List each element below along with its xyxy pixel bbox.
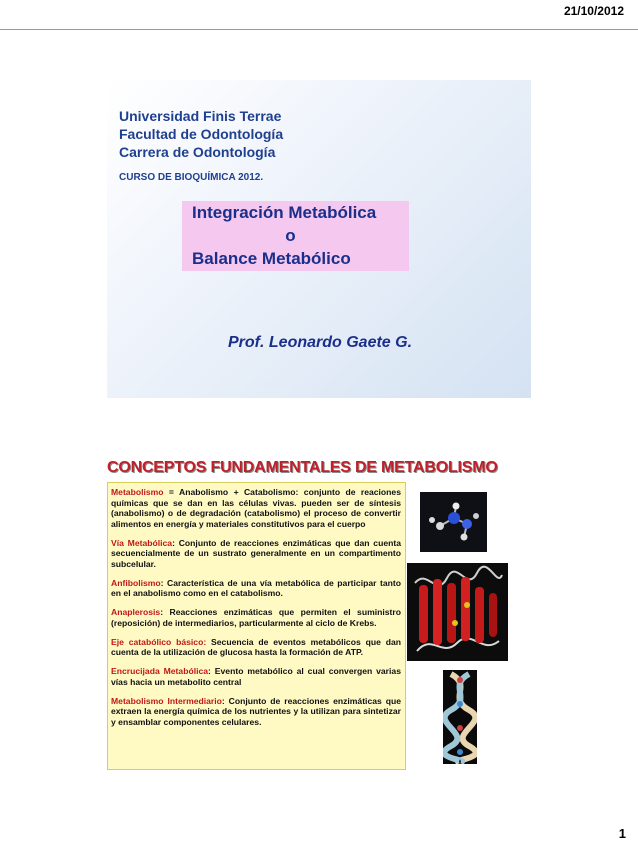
slide-title [107,80,531,398]
faculty-name: Facultad de Odontología [119,126,284,142]
title-line-3: Balance Metabólico [192,249,351,268]
course-name: CURSO DE BIOQUÍMICA 2012. [119,172,264,183]
protein-structure-image [407,563,508,661]
definition-item: Encrucijada Metabólica: Evento metabólico al cual convergen varias vías hacia un metabolito central [111,666,401,687]
title-line-2: o [285,226,296,245]
slide-title-box [182,201,409,271]
page-number: 1 [618,826,626,841]
page-date: 21/10/2012 [563,4,624,18]
career-name: Carrera de Odontología [119,144,276,160]
university-name: Universidad Finis Terrae [119,108,282,124]
definition-item: Anaplerosis: Reacciones enzimáticas que permiten el suministro (reposición) de intermediarios, particularmente al ciclo de Krebs. [111,607,401,628]
definition-item: Metabolismo Intermediario: Conjunto de reacciones enzimáticas que extraen la energía química de los nutrientes y la utilizan para sintetizar y ensamblar componentes celulares. [111,695,401,727]
definition-item: Eje catabólico básico: Secuencia de eventos metabólicos que dan cuenta de la utilización de glucosa hasta la formación de ATP. [111,636,401,657]
header-rule [0,29,638,30]
definition-item: Vía Metabólica: Conjunto de reacciones enzimáticas que dan cuenta secuencialmente de un sustrato generalmente en un compartimento subcelular. [111,537,401,569]
professor-name: Prof. Leonardo Gaete G. [228,334,413,351]
molecule-image [420,492,487,552]
title-line-1: Integración Metabólica [192,203,377,222]
slide-concepts [107,452,531,770]
concepts-heading: CONCEPTOS FUNDAMENTALES DE METABOLISMO [107,459,498,476]
definition-item: Metabolismo = Anabolismo + Catabolismo: conjunto de reaciones químicas que se dan en las células vivas. pueden ser de síntesis (anabolismo) o de degradación (catabolismo) el proceso de convertir alimentos en energía y materiales constitutivos para el cuerpo [111,487,401,529]
definitions-box [107,482,406,770]
definition-item: Anfibolismo: Característica de una vía metabólica de participar tanto en el anabolismo como en el catabolismo. [111,577,401,598]
dna-helix-image [443,670,477,764]
